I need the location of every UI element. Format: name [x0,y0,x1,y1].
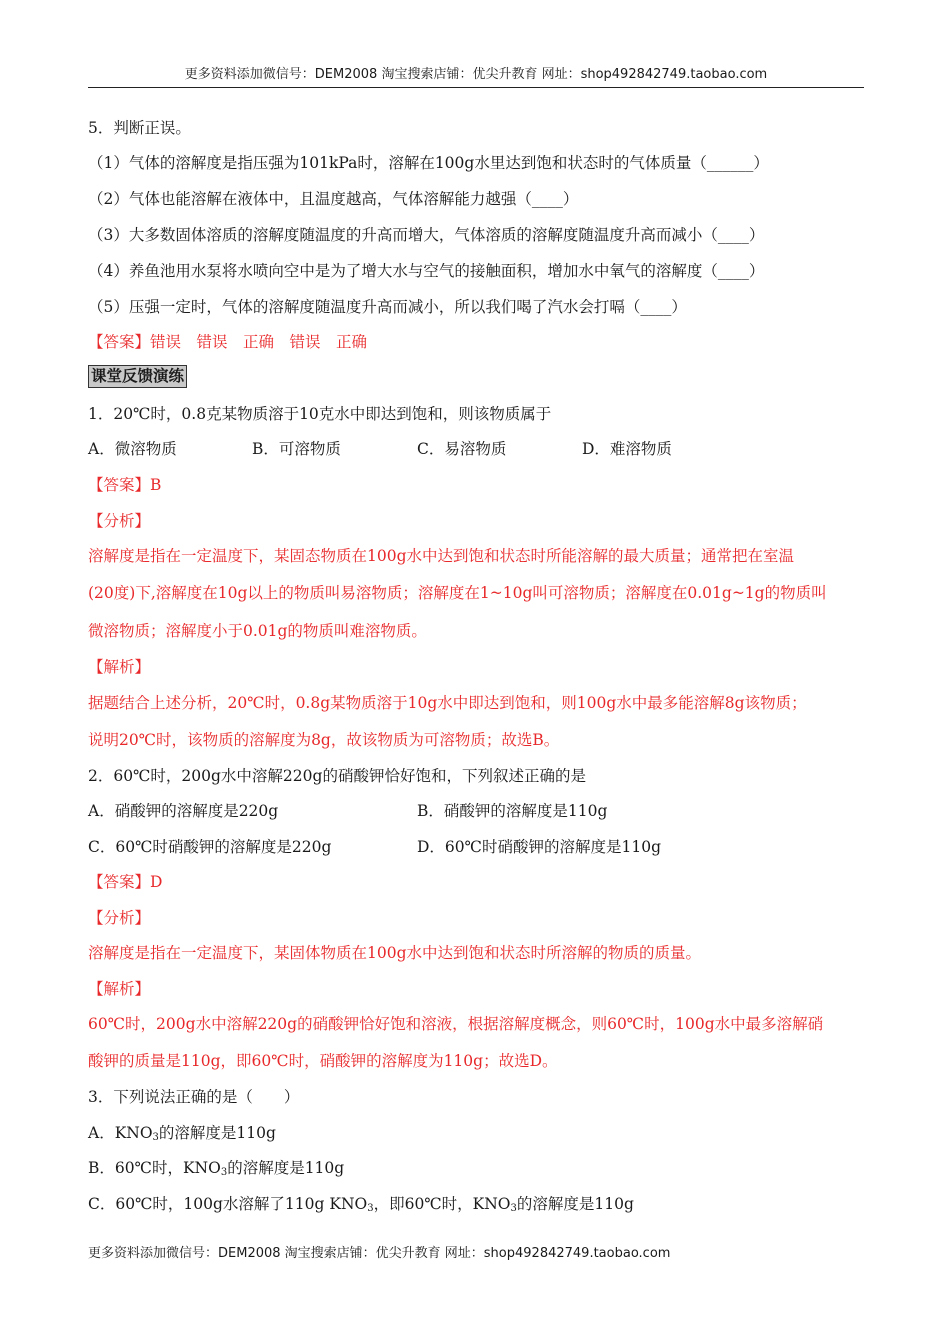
q3-option-a-pre: A．KNO [88,1124,153,1142]
q5-answer: 【答案】错误 错误 正确 错误 正确 [88,333,368,351]
q2-option-d: D．60℃时硝酸钾的溶解度是110g [417,838,661,856]
q3-option-a-post: 的溶解度是110g [158,1124,276,1142]
q1-option-b: B．可溶物质 [252,440,341,458]
q2-explain-line-2: 酸钾的质量是110g，即60℃时，硝酸钾的溶解度为110g；故选D。 [88,1052,558,1070]
q3-option-c-post: 的溶解度是110g [516,1195,634,1213]
q2-stem: 2．60℃时，200g水中溶解220g的硝酸钾恰好饱和，下列叙述正确的是 [88,767,586,785]
q5-item-4: （4）养鱼池用水泵将水喷向空中是为了增大水与空气的接触面积，增加水中氧气的溶解度（____） [88,262,765,280]
q2-option-c: C．60℃时硝酸钾的溶解度是220g [88,838,332,856]
subscript: 3 [367,1203,374,1214]
q2-option-a: A．硝酸钾的溶解度是220g [88,802,279,820]
section-title: 课堂反馈演练 [88,365,187,388]
q1-option-d: D．难溶物质 [582,440,672,458]
q5-item-3: （3）大多数固体溶质的溶解度随温度的升高而增大，气体溶质的溶解度随温度升高而减小（____） [88,226,765,244]
q1-analysis-line-3: 微溶物质；溶解度小于0.01g的物质叫难溶物质。 [88,622,427,640]
q2-analysis-line-1: 溶解度是指在一定温度下，某固体物质在100g水中达到饱和状态时所溶解的物质的质量。 [88,944,702,962]
q1-analysis-line-2: (20度)下,溶解度在10g以上的物质叫易溶物质；溶解度在1~10g叫可溶物质；溶解度在0.01g~1g的物质叫 [88,584,827,602]
subscript: 3 [152,1132,159,1143]
q5-item-2: （2）气体也能溶解在液体中，且温度越高，气体溶解能力越强（____） [88,190,579,208]
q3-option-b [88,1157,344,1184]
q1-explain-line-2: 说明20℃时，该物质的溶解度为8g，故该物质为可溶物质；故选B。 [88,731,560,749]
q1-analysis-line-1: 溶解度是指在一定温度下，某固态物质在100g水中达到饱和状态时所能溶解的最大质量；通常把在室温 [88,547,795,565]
q3-option-b-post: 的溶解度是110g [227,1159,345,1177]
q2-answer: 【答案】D [88,873,163,891]
q5-title: 5．判断正误。 [88,119,191,137]
q1-analysis-label: 【分析】 [88,512,151,530]
subscript: 3 [220,1167,228,1178]
q3-stem: 3．下列说法正确的是（ ） [88,1088,300,1106]
q3-option-b-pre: B．60℃时，KNO [88,1159,221,1177]
q3-option-c-pre: C．60℃时，100g水溶解了110g KNO [88,1195,368,1213]
q2-option-b: B．硝酸钾的溶解度是110g [417,802,608,820]
q1-option-a: A．微溶物质 [88,440,177,458]
q1-stem: 1．20℃时，0.8克某物质溶于10克水中即达到饱和，则该物质属于 [88,405,552,423]
q2-analysis-label: 【分析】 [88,909,151,927]
q3-option-c [88,1193,634,1220]
q5-item-1: （1）气体的溶解度是指压强为101kPa时，溶解在100g水里达到饱和状态时的气体质量（______） [88,154,769,172]
q3-option-c-mid: ，即60℃时，KNO [373,1195,511,1213]
page-header: 更多资料添加微信号：DEM2008 淘宝搜索店铺：优尖升教育 网址：shop492842749.taobao.com [88,66,864,88]
q1-answer: 【答案】B [88,476,162,494]
q2-explain-line-1: 60℃时，200g水中溶解220g的硝酸钾恰好饱和溶液，根据溶解度概念，则60℃时，100g水中最多溶解硝 [88,1015,824,1033]
q1-explain-label: 【解析】 [88,658,151,676]
page-footer: 更多资料添加微信号：DEM2008 淘宝搜索店铺：优尖升教育 网址：shop492842749.taobao.com [88,1246,671,1261]
q1-explain-line-1: 据题结合上述分析，20℃时，0.8g某物质溶于10g水中即达到饱和，则100g水中最多能溶解8g该物质； [88,694,807,712]
q1-option-c: C．易溶物质 [417,440,507,458]
q2-explain-label: 【解析】 [88,980,151,998]
q5-item-5: （5）压强一定时，气体的溶解度随温度升高而减小，所以我们喝了汽水会打嗝（____） [88,298,687,316]
q3-option-a [88,1122,276,1149]
subscript: 3 [510,1203,517,1214]
